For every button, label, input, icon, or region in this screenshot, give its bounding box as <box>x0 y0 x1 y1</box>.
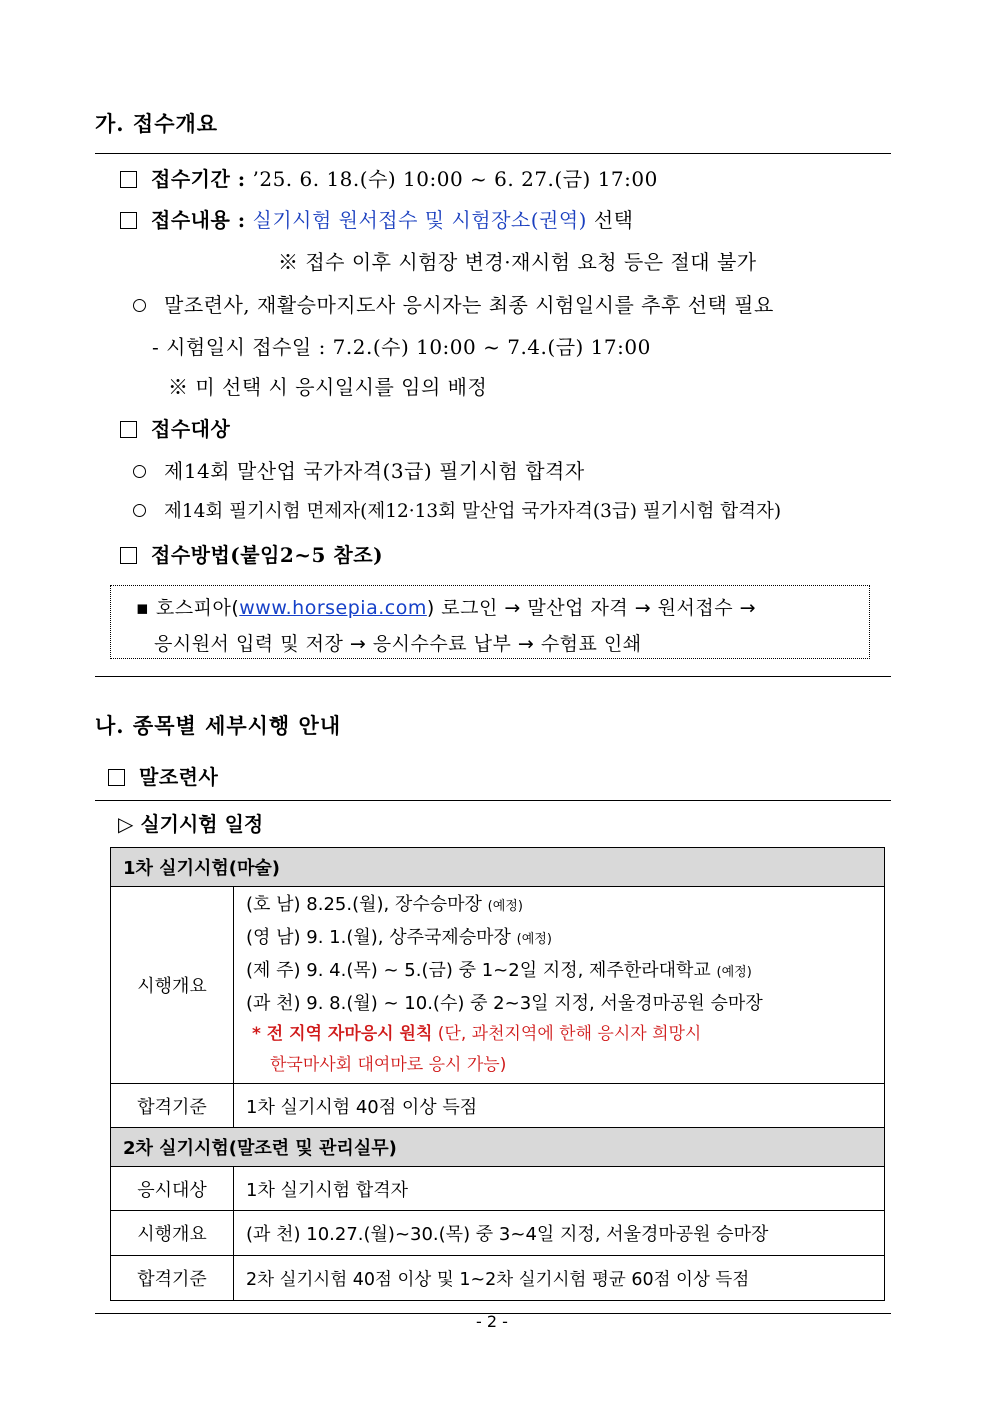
overview-line: (호 남) 8.25.(월), 장수승마장 (예정) <box>246 894 523 915</box>
target-row-1 <box>133 455 585 484</box>
round2-overview-label: 시행개요 <box>111 1211 234 1256</box>
round1-header: 1차 실기시험(마술) <box>111 848 885 887</box>
page-number: - 2 - <box>476 1312 508 1331</box>
period-value: ’25. 6. 18.(수) 10:00 ~ 6. 27.(금) 17:00 <box>252 167 658 191</box>
content-row <box>120 204 633 233</box>
round2-eligible: 1차 실기시험 합격자 <box>234 1167 885 1211</box>
overview-line: (영 남) 9. 1.(월), 상주국제승마장 (예정) <box>246 927 552 948</box>
overview-line: (과 천) 9. 8.(월) ~ 10.(수) 중 2~3일 지정, 서울경마공원 승마장 <box>246 993 763 1014</box>
subject-label: 말조련사 <box>139 765 219 789</box>
circle-bullet-icon <box>133 299 146 312</box>
content-note: ※ 접수 이후 시험장 변경·재시험 요청 등은 절대 불가 <box>278 250 757 274</box>
table-row <box>111 1256 885 1301</box>
content-value: 실기시험 원서접수 및 시험장소(권역) <box>252 208 587 232</box>
method-label: 접수방법(붙임2~5 참조) <box>151 543 384 567</box>
table-row <box>111 887 885 1084</box>
method-line-1 <box>136 593 756 620</box>
pass-label: 합격기준 <box>111 1084 234 1128</box>
eligible-label: 응시대상 <box>111 1167 234 1211</box>
select-bullet-text: 말조련사, 재활승마지도사 응시자는 최종 시험일시를 추후 선택 필요 <box>164 293 774 317</box>
divider <box>95 676 891 677</box>
subject-heading <box>108 761 218 790</box>
checkbox-icon <box>120 171 137 188</box>
round1-pass: 1차 실기시험 40점 이상 득점 <box>234 1084 885 1128</box>
content-label: 접수내용 : <box>151 208 246 232</box>
overview-line: (제 주) 9. 4.(목) ~ 5.(금) 중 1~2일 지정, 제주한라대학교 (예정) <box>246 960 752 981</box>
method-line-2: 응시원서 입력 및 저장 → 응시수수료 납부 → 수험표 인쇄 <box>154 633 642 655</box>
checkbox-icon <box>120 212 137 229</box>
section-a-title: 가. 접수개요 <box>95 111 219 136</box>
target-1-text: 제14회 말산업 국가자격(3급) 필기시험 합격자 <box>164 459 585 483</box>
red-notice-bold: * 전 지역 자마응시 원칙 <box>252 1024 433 1044</box>
select-note: ※ 미 선택 시 응시일시를 임의 배정 <box>168 375 488 399</box>
horsepia-link[interactable]: www.horsepia.com <box>239 597 427 619</box>
section-b-title: 나. 종목별 세부시행 안내 <box>95 713 342 738</box>
table-row <box>111 1167 885 1211</box>
method-line1-rest: ) 로그인 → 말산업 자격 → 원서접수 → <box>426 597 757 619</box>
select-period: - 시험일시 접수일 : 7.2.(수) 10:00 ~ 7.4.(금) 17:00 <box>152 335 651 359</box>
target-2-text: 제14회 필기시험 면제자(제12·13회 말산업 국가자격(3급) 필기시험 합격자) <box>164 501 782 522</box>
table-row <box>111 1084 885 1128</box>
red-notice-rest: (단, 과천지역에 한해 응시자 희망시 <box>437 1024 702 1044</box>
checkbox-icon <box>120 421 137 438</box>
content-suffix: 선택 <box>593 208 634 232</box>
checkbox-icon <box>120 547 137 564</box>
round2-overview: (과 천) 10.27.(월)~30.(목) 중 3~4일 지정, 서울경마공원 승마장 <box>234 1211 885 1256</box>
method-heading <box>120 539 383 568</box>
select-bullet-row <box>133 289 774 318</box>
divider <box>95 800 891 801</box>
round2-pass-label: 합격기준 <box>111 1256 234 1301</box>
target-heading <box>120 413 230 442</box>
circle-bullet-icon <box>133 465 146 478</box>
red-notice-line-2: 한국마사회 대여마로 응시 가능) <box>270 1055 507 1075</box>
red-notice <box>246 1019 872 1050</box>
divider <box>95 153 891 154</box>
overview-label: 시행개요 <box>111 887 234 1084</box>
schedule-table <box>110 847 885 1301</box>
round2-header: 2차 실기시험(말조련 및 관리실무) <box>111 1128 885 1167</box>
table-row <box>111 1211 885 1256</box>
period-row <box>120 163 658 192</box>
table-row <box>111 848 885 887</box>
target-label: 접수대상 <box>151 417 231 441</box>
method-prefix: ▪ 호스피아( <box>136 597 240 619</box>
checkbox-icon <box>108 769 125 786</box>
period-label: 접수기간 : <box>151 167 246 191</box>
table-row <box>111 1128 885 1167</box>
round2-pass: 2차 실기시험 40점 이상 및 1~2차 실기시험 평균 60점 이상 득점 <box>234 1256 885 1301</box>
target-row-2 <box>133 497 781 523</box>
overview-cell <box>234 887 885 1084</box>
circle-bullet-icon <box>133 504 146 517</box>
schedule-heading: ▷ 실기시험 일정 <box>118 812 264 836</box>
